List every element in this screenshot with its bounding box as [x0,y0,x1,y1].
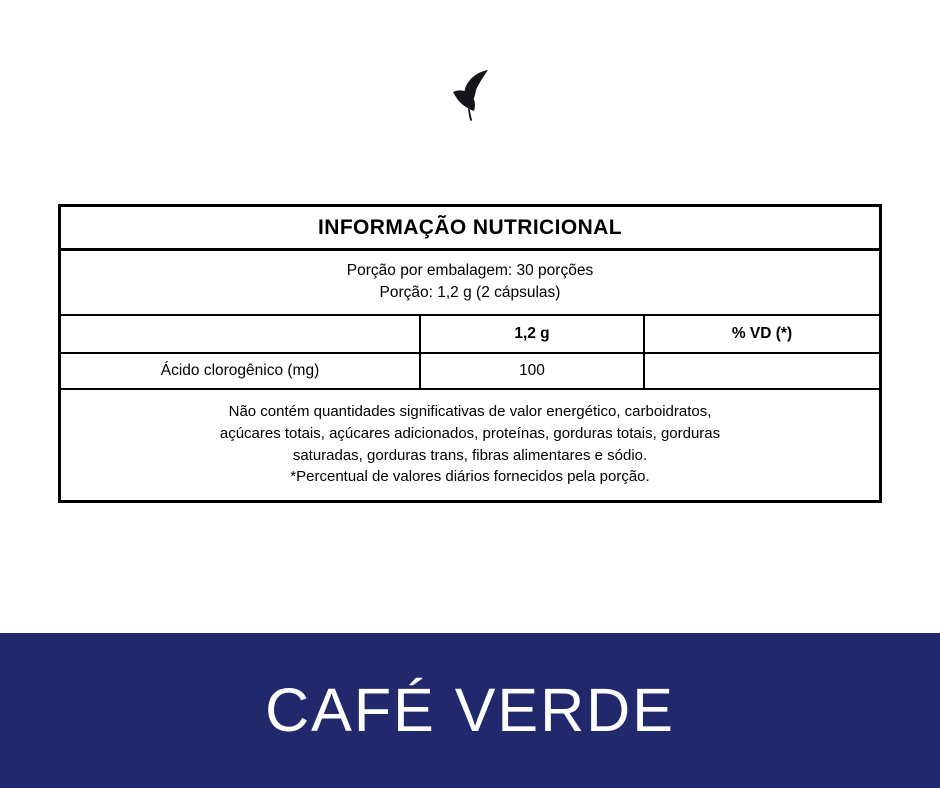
portion-info [61,251,879,316]
portion-per-package: Porção por embalagem: 30 porções [346,262,594,279]
table-footnotes [61,390,879,500]
product-name: CAFÉ VERDE [265,676,675,744]
footnote-line-4: *Percentual de valores diários fornecidos pela porção. [290,468,650,486]
nutrition-information-table [58,204,882,503]
brand-logo [0,62,940,124]
nutrition-table-title: INFORMAÇÃO NUTRICIONAL [318,215,622,239]
header-amount: 1,2 g [421,316,645,352]
footnote-line-3: saturadas, gorduras trans, fibras alimentares e sódio. [292,446,648,464]
header-daily-value: % VD (*) [731,325,793,342]
nutrition-table-title-box [58,204,882,251]
table-header-row [61,316,879,354]
header-nutrient [61,316,421,352]
footnote-line-1: Não contém quantidades significativas de valor energético, carboidratos, [228,403,712,420]
table-row [61,354,879,390]
footnote-line-2: açúcares totais, açúcares adicionados, proteínas, gorduras totais, gorduras [219,424,721,442]
row-nutrient-amount: 100 [421,354,645,390]
product-name-banner [0,633,940,788]
nutrition-table-body [58,251,882,503]
row-nutrient-daily-value [645,354,879,390]
row-nutrient-name: Ácido clorogênico (mg) [61,354,421,390]
portion-size: Porção: 1,2 g (2 cápsulas) [379,284,561,301]
leaf-bird-logo-icon [439,62,501,124]
